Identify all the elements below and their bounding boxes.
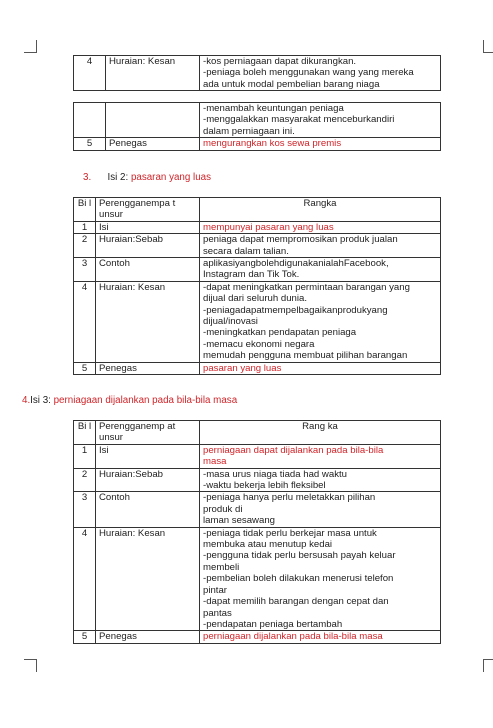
table-isi3: [73, 420, 441, 644]
crop-mark-top-left: [24, 40, 37, 53]
row-part: Huraian: Kesan: [96, 527, 200, 631]
heading-number: 4.: [22, 395, 31, 406]
row-content: [200, 492, 441, 527]
content-line: masa: [203, 456, 227, 468]
content-line: -meningkatkan pendapatan peniaga: [203, 327, 357, 339]
content-line: perniagaan dapat dijalankan pada bila-bila: [203, 444, 384, 456]
row-number: 1: [74, 444, 96, 468]
content-line: ada untuk modal pembelian barang niaga: [203, 78, 380, 90]
content-line: -peniaga boleh menggunakan wang yang mereka: [203, 67, 414, 79]
row-part: Huraian:Sebab: [96, 234, 200, 258]
content-line: -waktu bekerja lebih fleksibel: [203, 480, 326, 492]
crop-mark-top-right: [483, 40, 493, 53]
content-line: dalam perniagaan ini.: [203, 125, 295, 137]
content-line: -peniaga hanya perlu meletakkan pilihan: [203, 492, 376, 504]
table-row: [74, 631, 441, 643]
row-number: 3: [74, 492, 96, 527]
row-number: 4: [74, 56, 106, 91]
row-number: 5: [74, 631, 96, 643]
row-content: [200, 258, 441, 282]
content-line: produk di: [203, 503, 243, 515]
table-row: [74, 468, 441, 492]
row-part: Isi: [96, 221, 200, 233]
content-line: -kos perniagaan dapat dikurangkan.: [203, 56, 357, 67]
content-line: laman sesawang: [203, 515, 275, 527]
row-content: [200, 527, 441, 631]
content-line: -pendapatan peniaga bertambah: [203, 618, 343, 630]
row-content: [200, 56, 441, 91]
heading-label: Isi 2:: [107, 172, 131, 183]
crop-mark-bottom-right: [483, 659, 493, 672]
table-row: [74, 258, 441, 282]
row-content: [200, 234, 441, 258]
table-isi1-end: [73, 102, 441, 151]
table-row: [74, 221, 441, 233]
row-part: Isi: [96, 444, 200, 468]
header-part: Perengganempa t unsur: [96, 198, 200, 222]
row-number: 5: [74, 362, 96, 374]
row-part: Penegas: [96, 362, 200, 374]
row-content: pasaran yang luas: [200, 362, 441, 374]
content-line: peniaga dapat mempromosikan produk jualan: [203, 234, 398, 246]
content-line: -peniagadapatmempelbagaikanprodukyang: [203, 304, 388, 316]
header-no: Bi l: [74, 198, 96, 222]
content-line: -menambah keuntungan peniaga: [203, 103, 344, 114]
section-heading-isi2: [83, 172, 211, 184]
row-part: Huraian: Kesan: [106, 56, 200, 91]
row-content: [200, 468, 441, 492]
content-line: -masa urus niaga tiada had waktu: [203, 468, 347, 480]
header-no: Bi l: [74, 421, 96, 445]
row-number: 2: [74, 234, 96, 258]
header-content: Rang ka: [200, 421, 441, 445]
row-part: [106, 103, 200, 138]
content-line: dijual/inovasi: [203, 316, 258, 328]
row-number: [74, 103, 106, 138]
content-line: pantas: [203, 607, 232, 619]
content-line: -peniaga tidak perlu berkejar masa untuk: [203, 527, 377, 539]
row-number: 1: [74, 221, 96, 233]
table-isi2: [73, 197, 441, 375]
heading-number: 3.: [83, 172, 92, 183]
row-content: [200, 103, 441, 138]
content-line: -dapat meningkatkan permintaan barangan yang: [203, 281, 410, 293]
content-line: -pembelian boleh dilakukan menerusi telefon: [203, 573, 394, 585]
row-content: perniagaan dijalankan pada bila-bila masa: [200, 631, 441, 643]
row-number: 5: [74, 138, 106, 150]
table-row: [74, 103, 441, 138]
table-isi1-continued: [73, 55, 441, 91]
table-header-row: [74, 198, 441, 222]
content-line: pintar: [203, 584, 227, 596]
table-row: [74, 362, 441, 374]
content-line: -dapat memilih barangan dengan cepat dan: [203, 596, 389, 608]
heading-label: Isi 3:: [30, 395, 54, 406]
row-content: [200, 444, 441, 468]
content-line: membeli: [203, 561, 240, 573]
table-row: [74, 444, 441, 468]
row-part: Huraian:Sebab: [96, 468, 200, 492]
table-row: [74, 234, 441, 258]
content-line: secara dalam talian.: [203, 245, 289, 257]
content-line: dijual dari seluruh dunia.: [203, 293, 307, 305]
row-number: 4: [74, 281, 96, 362]
content-line: aplikasiyangbolehdigunakanialahFacebook,: [203, 258, 389, 270]
table-header-row: [74, 421, 441, 445]
row-part: Penegas: [96, 631, 200, 643]
table-row: [74, 527, 441, 631]
table-row: [74, 492, 441, 527]
content-line: -memacu ekonomi negara: [203, 338, 315, 350]
content-line: Instagram dan Tik Tok.: [203, 269, 300, 281]
row-part: Penegas: [106, 138, 200, 150]
content-line: -pengguna tidak perlu bersusah payah keluar: [203, 550, 396, 562]
header-part: Perengganemp at unsur: [96, 421, 200, 445]
content-line: membuka atau menutup kedai: [203, 539, 333, 551]
content-line: memudah pengguna membuat pilihan barangan: [203, 350, 408, 362]
row-part: Huraian: Kesan: [96, 281, 200, 362]
row-part: Contoh: [96, 258, 200, 282]
row-number: 2: [74, 468, 96, 492]
table-row: [74, 138, 441, 150]
content-line: -menggalakkan masyarakat menceburkandiri: [203, 114, 395, 126]
heading-topic: pasaran yang luas: [130, 172, 212, 183]
row-content: mengurangkan kos sewa premis: [200, 138, 441, 150]
row-content: mempunyai pasaran yang luas: [200, 221, 441, 233]
row-number: 3: [74, 258, 96, 282]
crop-mark-bottom-left: [24, 659, 37, 672]
table-row: [74, 281, 441, 362]
row-number: 4: [74, 527, 96, 631]
table-row: [74, 56, 441, 91]
row-content: [200, 281, 441, 362]
section-heading-isi3: [22, 395, 237, 407]
heading-topic: perniagaan dijalankan pada bila-bila masa: [53, 395, 238, 406]
row-part: Contoh: [96, 492, 200, 527]
header-content: Rangka: [200, 198, 441, 222]
